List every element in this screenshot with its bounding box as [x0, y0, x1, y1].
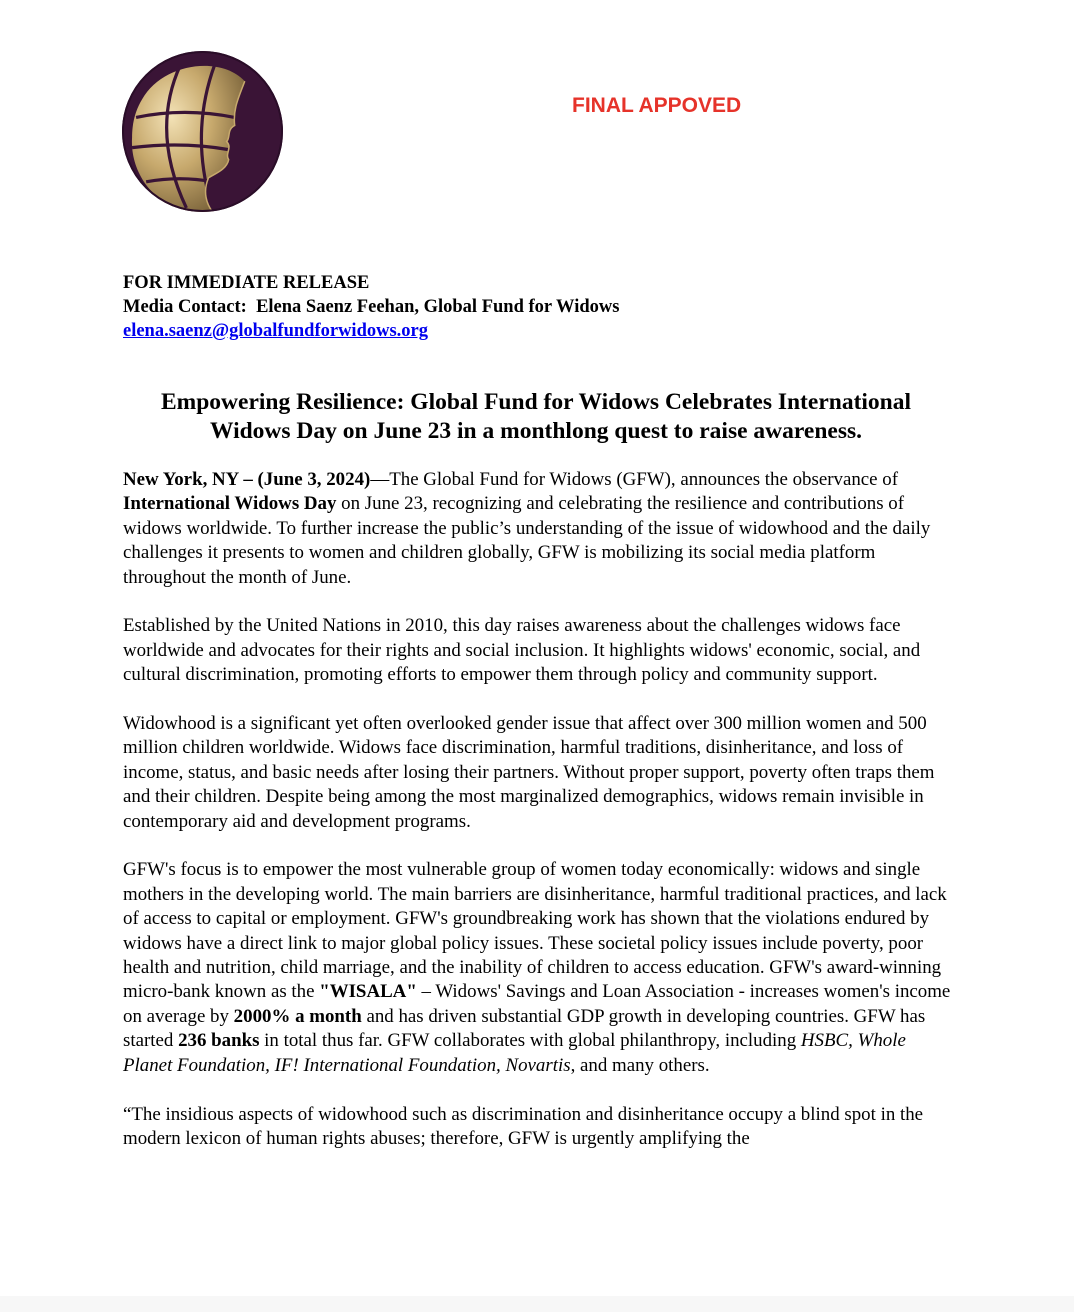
paragraph-4-text-b: – Widows' Savings and Loan Association - increases women's income on average by — [123, 981, 951, 1027]
headline-line-2: Widows Day on June 23 in a monthlong quest to raise awareness. — [210, 418, 862, 444]
globe-woman-profile-logo — [122, 51, 283, 212]
income-increase: 2000% a month — [233, 1005, 362, 1027]
press-contact-block — [123, 271, 619, 343]
paragraph-2: Established by the United Nations in 2010, this day raises awareness about the challenges widows face worldwide and advocates for their rights and social inclusion. It highlights widows' economic, social, and cultural discrimination, promoting efforts to empower them through policy and community support. — [123, 615, 921, 686]
paragraph-3: Widowhood is a significant yet often overlooked gender issue that affect over 300 million women and 500 million children worldwide. Widows face discrimination, harmful traditions, disinheritance, and loss of income, status, and basic needs after losing their partners. Without proper support, poverty often traps them and their children. Despite being among the most marginalized demographics, widows remain invisible in contemporary aid and development programs. — [123, 713, 935, 832]
paragraph-4-text-e: , and many others. — [570, 1054, 710, 1076]
media-contact-label: Media Contact: — [123, 297, 247, 317]
media-contact-line — [123, 295, 619, 319]
paragraph-4-text-a: GFW's focus is to empower the most vulnerable group of women today economically: widows and single mothers in the developing world. The main barriers are disinheritance, harmful traditional practices, and lack of access to capital or employment. GFW's groundbreaking work has shown that the violations endured by widows have a direct link to major global policy issues. These societal policy issues include poverty, poor health and nutrition, child marriage, and the inability of children to access education. GFW's award-winning micro-bank known as the — [123, 859, 947, 1003]
paragraph-4-text-c: and has driven substantial GDP growth in developing countries. GFW has started — [123, 1005, 926, 1052]
media-contact-name: Elena Saenz Feehan, Global Fund for Widows — [256, 297, 620, 317]
paragraph-4-text-d: in total thus far. GFW collaborates with global philanthropy, including — [259, 1030, 801, 1052]
paragraph-5: “The insidious aspects of widowhood such as discrimination and disinheritance occupy a blind spot in the modern lexicon of human rights abuses; therefore, GFW is urgently amplifying the — [123, 1103, 924, 1149]
paragraph-1-text-b: on June 23, recognizing and celebrating the resilience and contributions of widows worldwide. To further increase the public’s understanding of the issue of widowhood and the daily challenges it presents to women and children globally, GFW is mobilizing its social media platform throughout the month of June. — [123, 493, 931, 588]
final-approved-stamp: FINAL APPOVED — [572, 94, 742, 117]
wisala-name: "WISALA" — [319, 981, 417, 1003]
contact-email-link[interactable]: elena.saenz@globalfundforwidows.org — [123, 321, 428, 341]
headline-line-1: Empowering Resilience: Global Fund for Widows Celebrates International — [160, 389, 912, 415]
event-name: International Widows Day — [123, 493, 337, 515]
paragraph-1-text-a: —The Global Fund for Widows (GFW), announces the observance of — [370, 469, 899, 490]
bank-count: 236 banks — [178, 1030, 260, 1052]
paragraph-1 — [123, 468, 953, 590]
dateline: New York, NY – (June 3, 2024) — [123, 469, 371, 490]
press-release-body — [123, 468, 953, 1176]
release-label: FOR IMMEDIATE RELEASE — [123, 273, 370, 293]
paragraph-4 — [123, 858, 953, 1078]
page-title — [110, 388, 962, 446]
partner-list: HSBC, Whole Planet Foundation, IF! International Foundation, Novartis — [123, 1030, 906, 1076]
